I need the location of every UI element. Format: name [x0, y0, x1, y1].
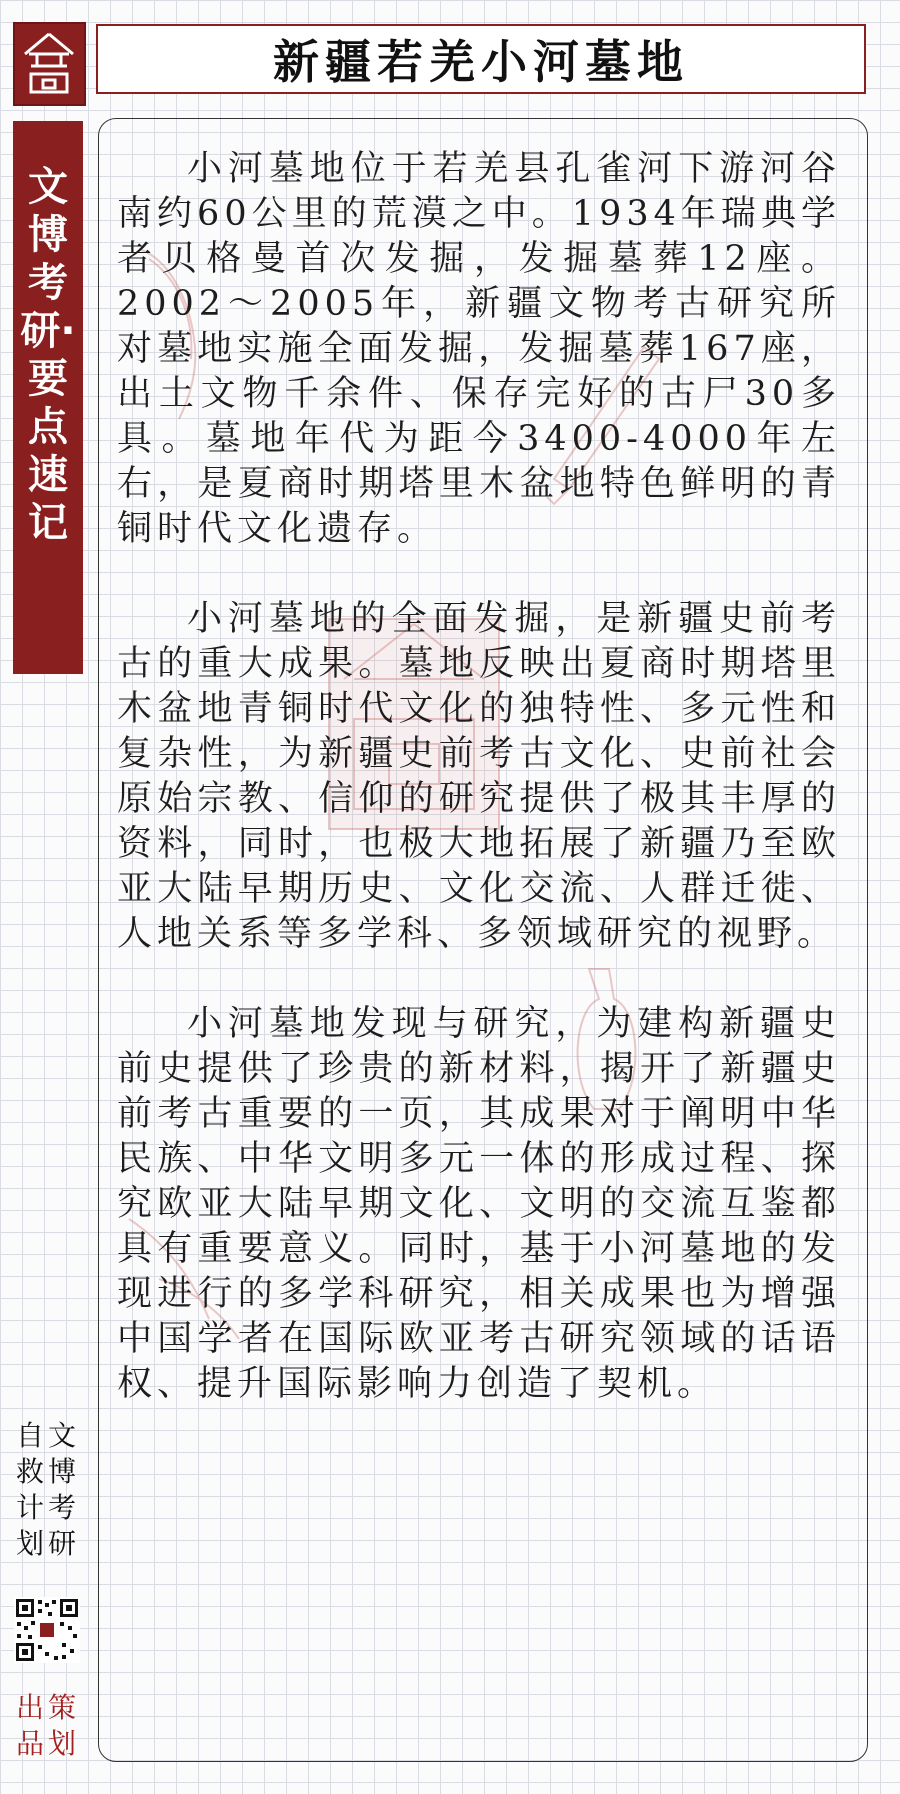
series-title: 文博考研·要点速记: [20, 164, 76, 546]
producer-col-right: 策划: [47, 1691, 76, 1760]
producer-attribution: [14, 1690, 84, 1762]
author-col-left: 自救计划: [15, 1419, 44, 1560]
author-col-right: 文博考研: [47, 1419, 76, 1560]
producer-col-left: 出品: [15, 1691, 44, 1760]
article-paragraph: 小河墓地的全面发掘，是新疆史前考古的重大成果。墓地反映出夏商时期塔里木盆地青铜时代文化的独特性、多元性和复杂性，为新疆史前考古文化、史前社会原始宗教、信仰的研究提供了极其丰厚的资料，同时，也极大地拓展了新疆乃至欧亚大陆早期历史、文化交流、人群迁徙、人地关系等多学科、多领域研究的视野。: [117, 599, 841, 954]
author-attribution: [14, 1418, 84, 1562]
article-paragraph: 小河墓地发现与研究，为建构新疆史前史提供了珍贵的新材料，揭开了新疆史前考古重要的一页，其成果对于阐明中华民族、中华文明多元一体的形成过程、探究欧亚大陆早期文化、文明的交流互鉴都具有重要意义。同时，基于小河墓地的发现进行的多学科研究，相关成果也为增强中国学者在国际欧亚考古研究领域的话语权、提升国际影响力创造了契机。: [117, 1004, 841, 1404]
qr-code-icon[interactable]: [14, 1597, 80, 1663]
page-title-bar: [96, 24, 866, 94]
series-banner: [13, 121, 83, 674]
page-title: 新疆若羌小河墓地: [273, 35, 689, 89]
article-paragraph: 小河墓地位于若羌县孔雀河下游河谷南约60公里的荒漠之中。1934年瑞典学者贝格曼首次发掘，发掘墓葬12座。2002～2005年，新疆文物考古研究所对墓地实施全面发掘，发掘墓葬167座，出土文物千余件、保存完好的古尸30多具。墓地年代为距今3400-4000年左右，是夏商时期塔里木盆地特色鲜明的青铜时代文化遗存。: [117, 149, 841, 549]
article-body: [117, 147, 841, 1452]
seal-logo-icon: [13, 22, 86, 106]
article-panel: [98, 118, 868, 1762]
